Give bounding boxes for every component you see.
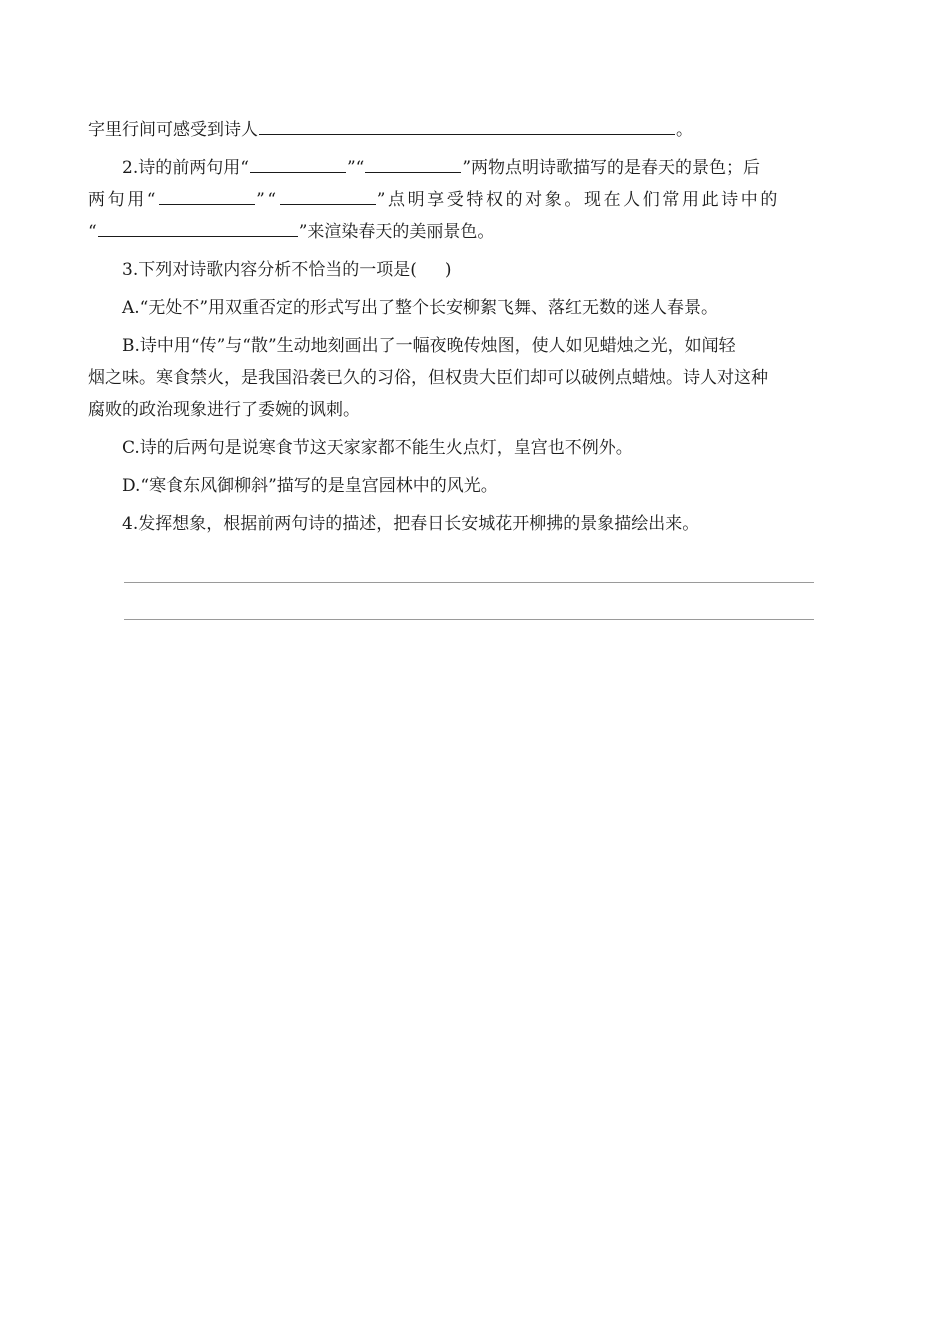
q3-stem-end: ) [444, 260, 452, 280]
q3-option-a: A.“无处不”用双重否定的形式写出了整个长安柳絮飞舞、落红无数的迷人春景。 [122, 298, 719, 318]
question-3 [88, 254, 863, 286]
question-2-line3 [88, 216, 863, 248]
q3-option-b-line2: 烟之味。寒食禁火，是我国沿袭已久的习俗，但权贵大臣们却可以破例点蜡烛。诗人对这种 [88, 368, 768, 388]
q2-text-3: ”两物点明诗歌描写的是春天的景色；后 [462, 158, 761, 178]
question-4: 4.发挥想象，根据前两句诗的描述，把春日长安城花开柳拂的景象描绘出来。 [122, 514, 700, 534]
q2-text-2: ”“ [346, 158, 365, 178]
q2-blank-3[interactable] [159, 186, 255, 205]
q2-text-6: ”点明享受特权的对象。现在人们常用此诗中的 [376, 190, 780, 210]
q2-text-4: 两句用“ [88, 190, 159, 210]
question-2-line2 [88, 184, 863, 216]
q4-answer-line-2[interactable] [124, 619, 814, 620]
q1-answer-blank[interactable] [259, 116, 675, 135]
q2-text-1: 诗的前两句用“ [138, 158, 249, 178]
q1-continuation [88, 114, 863, 146]
q1-continuation-text: 字里行间可感受到诗人 [88, 120, 258, 140]
q3-option-d: D.“寒食东风御柳斜”描写的是皇宫园林中的风光。 [122, 476, 498, 496]
question-2 [88, 152, 863, 184]
q2-blank-1[interactable] [250, 154, 346, 173]
q3-stem: 3.下列对诗歌内容分析不恰当的一项是( [122, 260, 417, 280]
q1-period: 。 [676, 120, 693, 140]
q3-option-b-line3: 腐败的政治现象进行了委婉的讽刺。 [88, 400, 360, 420]
q2-text-7: “ [88, 222, 97, 242]
q3-option-c: C.诗的后两句是说寒食节这天家家都不能生火点灯，皇宫也不例外。 [122, 438, 633, 458]
q2-text-5: ”“ [256, 190, 279, 210]
q2-blank-2[interactable] [365, 154, 461, 173]
worksheet-content [88, 114, 863, 540]
q3-option-b-line1: B.诗中用“传”与“散”生动地刻画出了一幅夜晚传烛图，使人如见蜡烛之光，如闻轻 [122, 336, 736, 356]
q2-blank-5[interactable] [98, 218, 298, 237]
q2-number: 2. [122, 158, 139, 178]
q2-text-8: ”来渲染春天的美丽景色。 [298, 222, 495, 242]
q2-blank-4[interactable] [280, 186, 376, 205]
q4-answer-line-1[interactable] [124, 582, 814, 583]
